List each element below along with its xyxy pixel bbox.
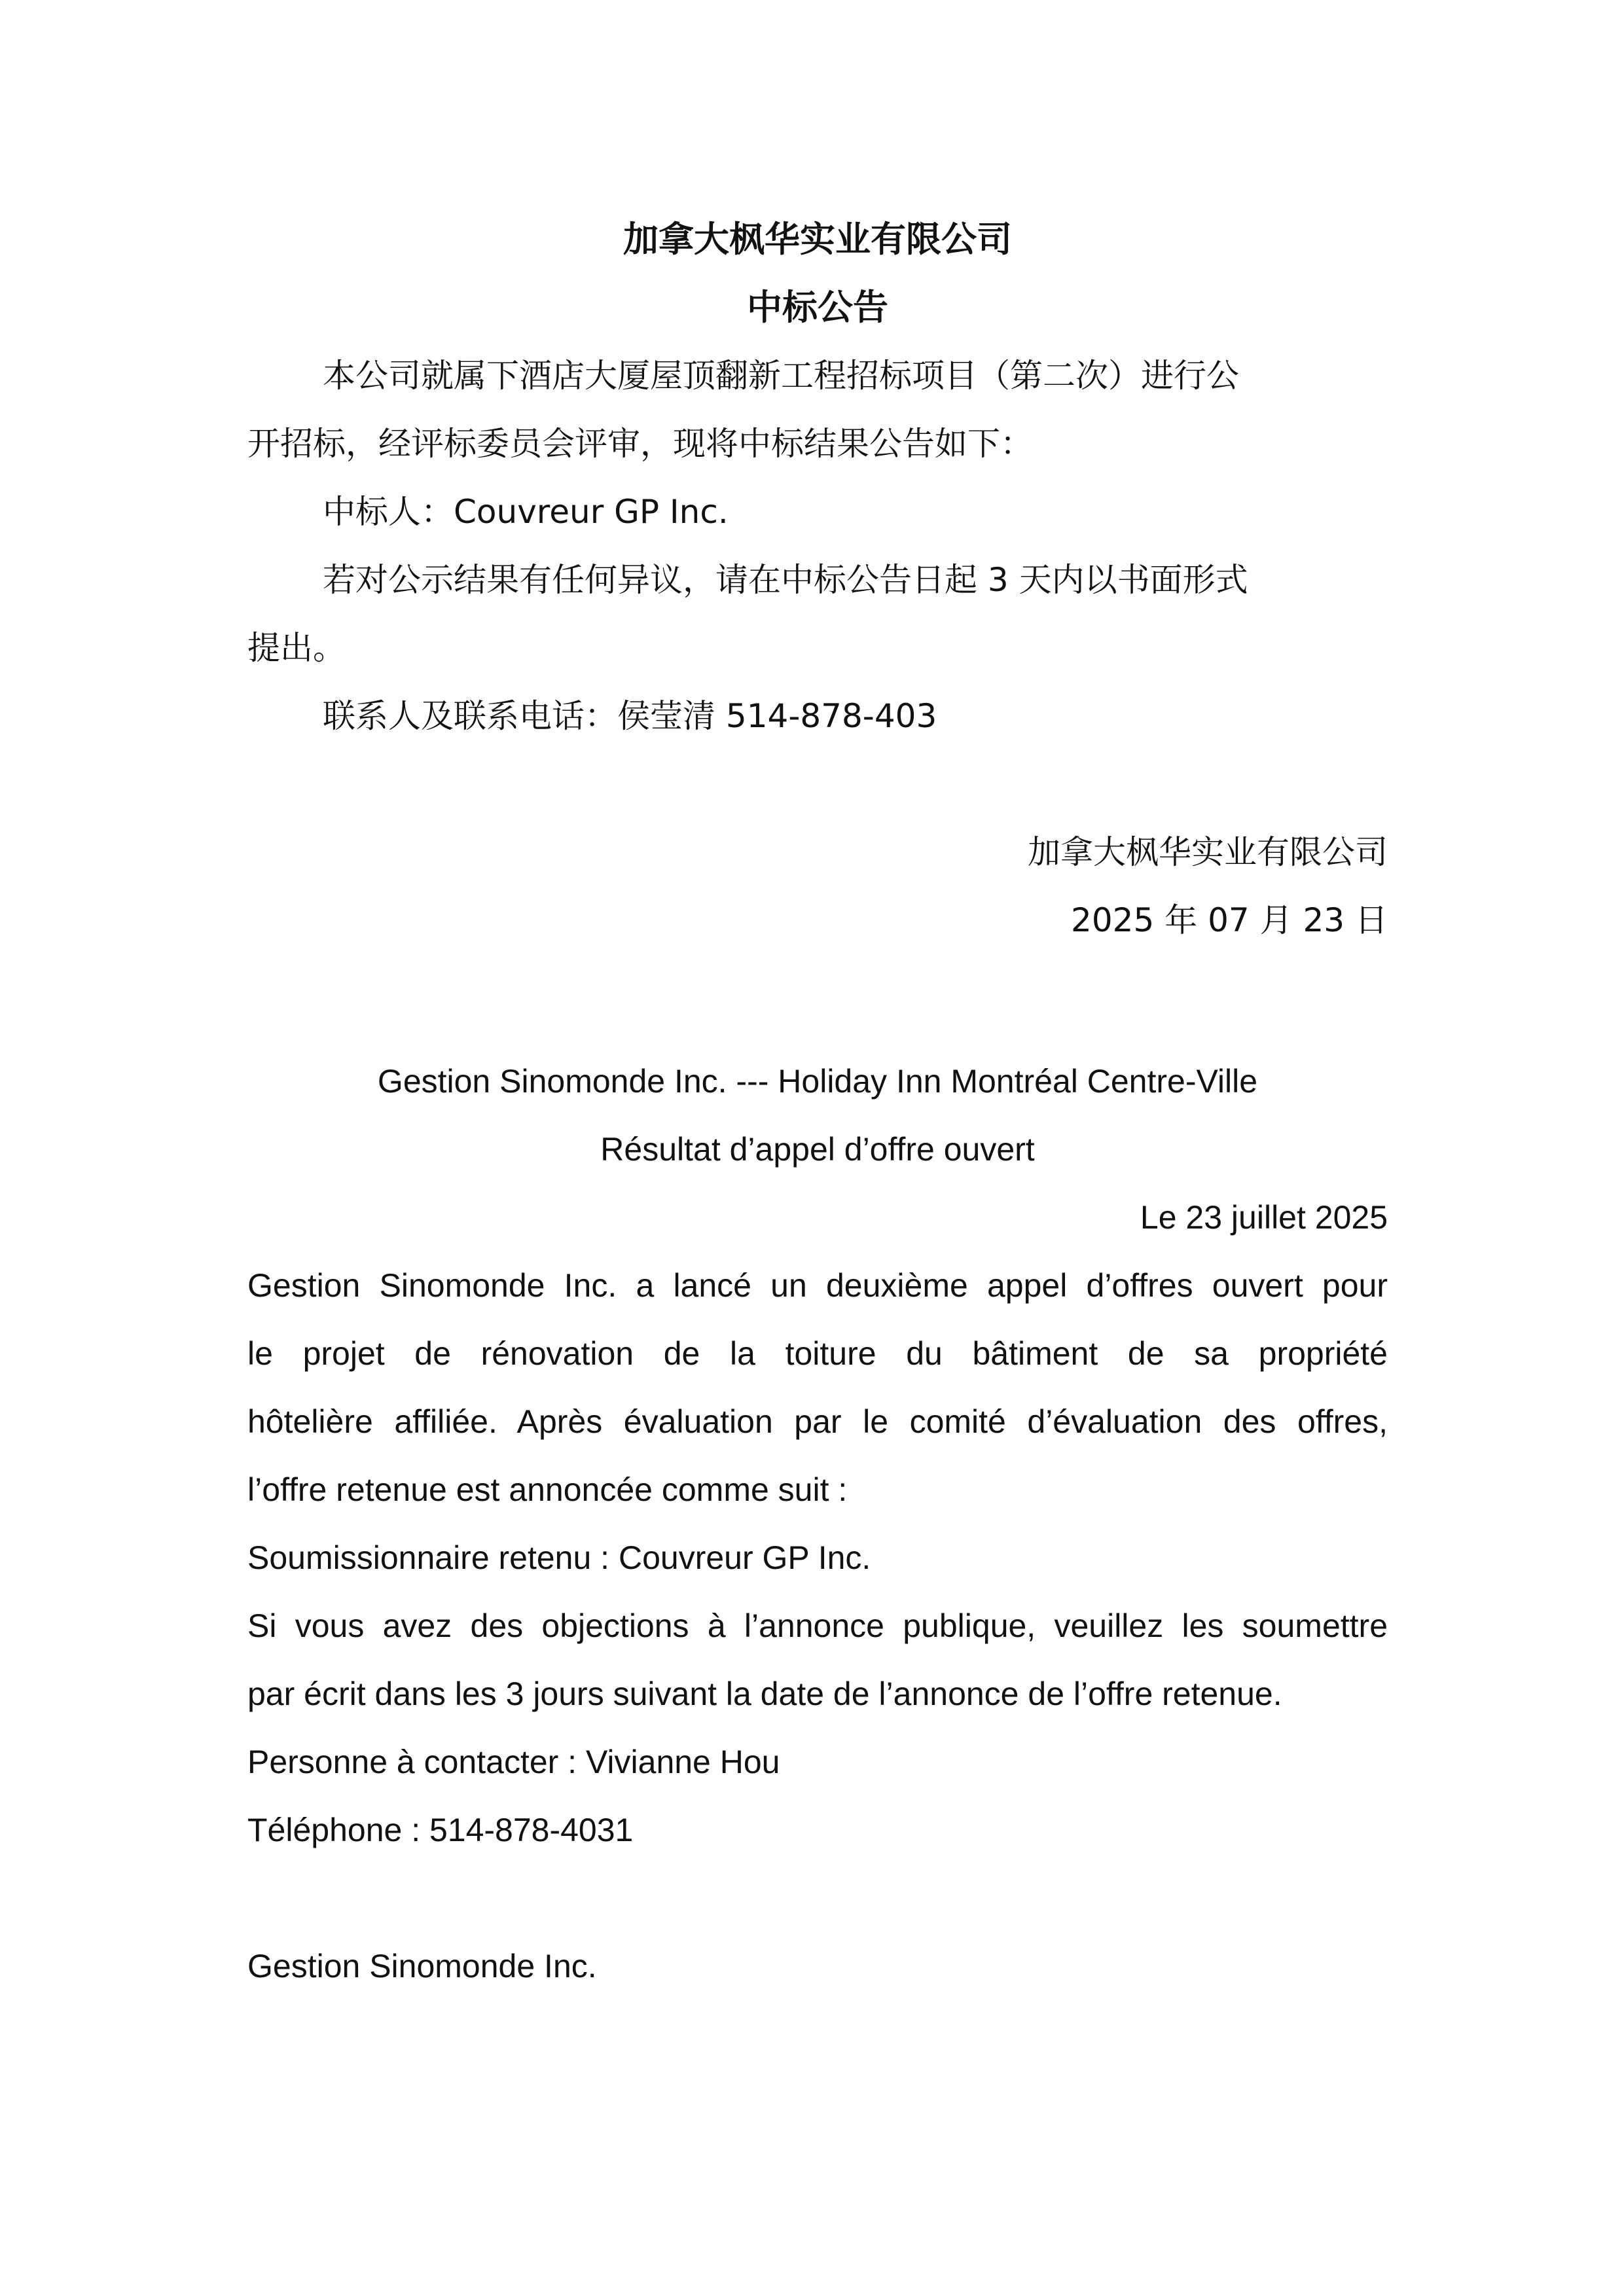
cn-signature-company: 加拿大枫华实业有限公司 <box>1028 833 1388 871</box>
fr-signature: Gestion Sinomonde Inc. <box>247 1948 597 1984</box>
cn-company-heading: 加拿大枫华实业有限公司 <box>623 219 1012 260</box>
fr-paragraph-line: hôtelière affiliée. Après évaluation par le comité d’évaluation des offres, <box>247 1403 1388 1440</box>
fr-winner: Soumissionnaire retenu : Couvreur GP Inc. <box>247 1539 871 1576</box>
fr-paragraph-line: Gestion Sinomonde Inc. a lancé un deuxième appel d’offres ouvert pour <box>247 1267 1388 1304</box>
fr-date: Le 23 juillet 2025 <box>1140 1199 1388 1236</box>
cn-paragraph-line: 本公司就属下酒店大厦屋顶翻新工程招标项目（第二次）进行公 <box>323 357 1239 395</box>
fr-heading: Gestion Sinomonde Inc. --- Holiday Inn Montréal Centre-Ville <box>377 1063 1258 1100</box>
cn-objection-line: 提出。 <box>247 629 346 667</box>
cn-contact: 联系人及联系电话：侯莹清 514-878-403 <box>323 697 937 735</box>
fr-subheading: Résultat d’appel d’offre ouvert <box>600 1131 1035 1168</box>
fr-contact-person: Personne à contacter : Vivianne Hou <box>247 1744 780 1780</box>
cn-objection-line: 若对公示结果有任何异议，请在中标公告日起 3 天内以书面形式 <box>323 561 1248 599</box>
fr-objection-line: par écrit dans les 3 jours suivant la date de l’annonce de l’offre retenue. <box>247 1676 1282 1712</box>
cn-notice-title: 中标公告 <box>747 287 888 328</box>
cn-winner: 中标人：Couvreur GP Inc. <box>323 493 729 531</box>
fr-paragraph-line: le projet de rénovation de la toiture du bâtiment de sa propriété <box>247 1335 1388 1372</box>
fr-paragraph-line: l’offre retenue est annoncée comme suit : <box>247 1471 848 1508</box>
fr-phone: Téléphone : 514-878-4031 <box>247 1812 634 1848</box>
fr-objection-line: Si vous avez des objections à l’annonce publique, veuillez les soumettre <box>247 1607 1388 1644</box>
cn-signature-date: 2025 年 07 月 23 日 <box>1071 901 1388 939</box>
cn-paragraph-line: 开招标，经评标委员会评审，现将中标结果公告如下： <box>247 425 1033 463</box>
